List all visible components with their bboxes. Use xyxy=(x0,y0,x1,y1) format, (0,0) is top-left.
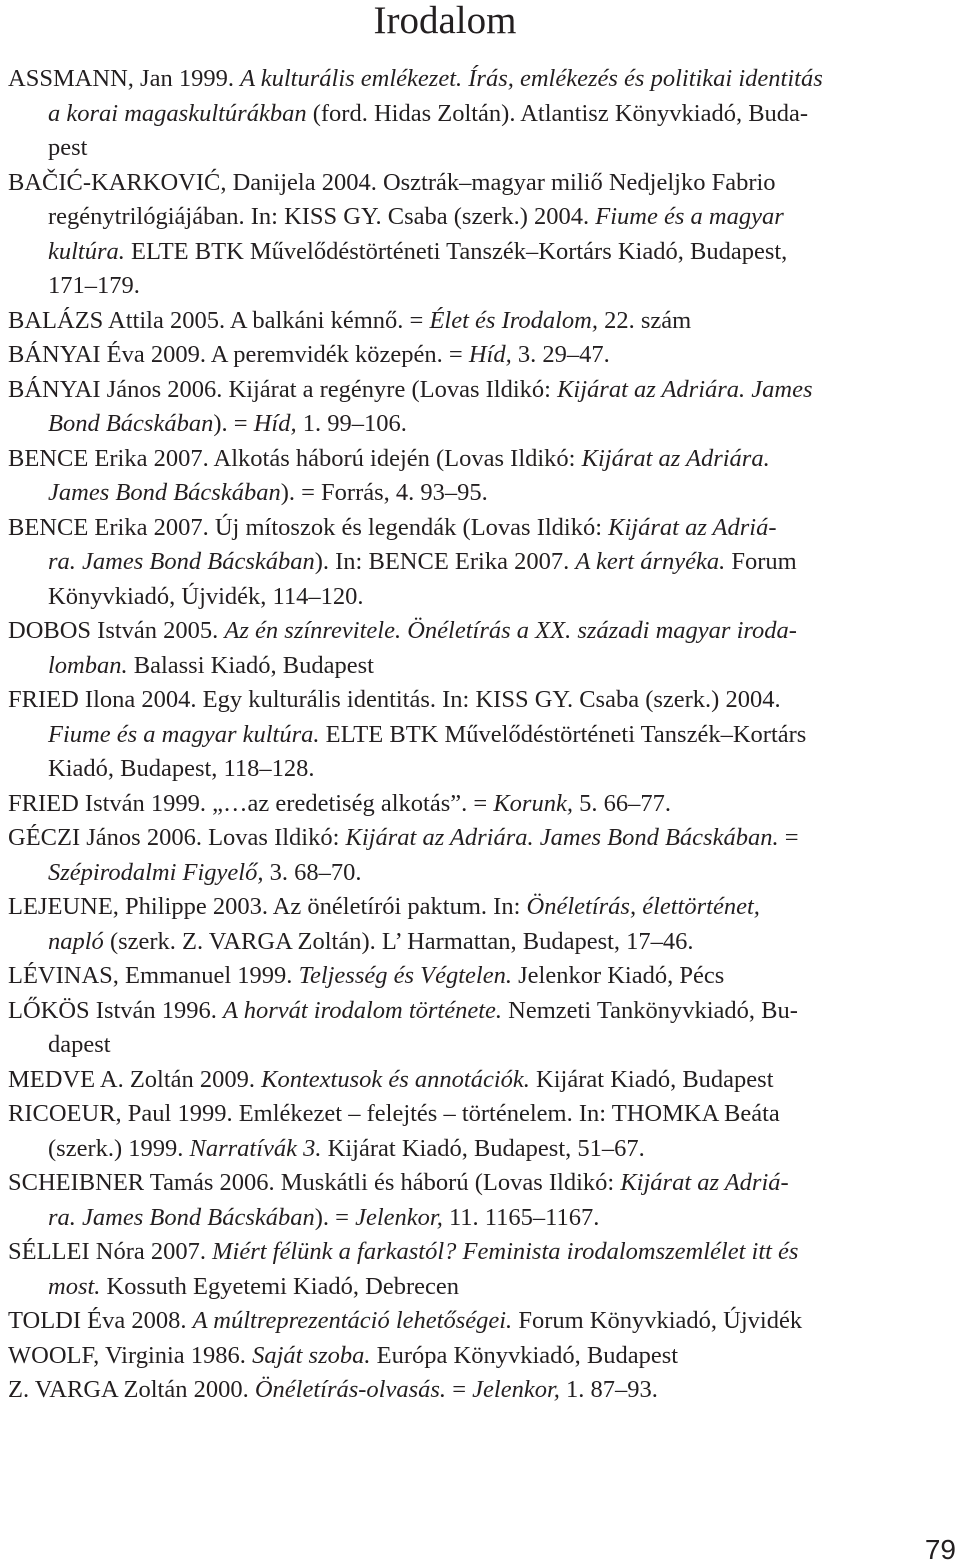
reference-text: Kijárat Kiadó, Budapest, 51–67. xyxy=(321,1134,645,1162)
reference-text: Z. VARGA Zoltán 2000. xyxy=(8,1376,255,1403)
reference-italic-text: Kijárat az Adriára. xyxy=(581,444,770,472)
reference-text: BENCE Erika 2007. Új mítoszok és legendák (Lovas Ildikó: xyxy=(8,513,609,541)
reference-italic-text: A kulturális emlékezet. Írás, emlékezés és politikai identitás xyxy=(240,65,823,92)
reference-line xyxy=(8,511,889,546)
reference-line xyxy=(8,856,889,891)
reference-italic-text: Bond Bácskában xyxy=(48,410,214,437)
reference-italic-text: Élet és Irodalom, xyxy=(429,306,598,334)
reference-text: ). In: BENCE Erika 2007. xyxy=(314,548,576,575)
reference-line xyxy=(8,269,889,304)
reference-text: SÉLLEI Nóra 2007. xyxy=(8,1238,213,1265)
reference-italic-text: Önéletírás-olvasás. xyxy=(254,1376,447,1403)
reference-line xyxy=(8,373,889,408)
reference-text: (szerk. Z. VARGA Zoltán). L’ Harmattan, Budapest, 17–46. xyxy=(103,927,694,955)
reference-text: BÁNYAI Éva 2009. A peremvidék közepén. = xyxy=(8,341,469,368)
reference-italic-text: Szépirodalmi Figyelő, xyxy=(48,858,264,886)
reference-text: = xyxy=(446,1376,473,1403)
reference-line xyxy=(8,407,889,442)
reference-italic-text: A múltreprezentáció lehetőségei. xyxy=(192,1307,513,1334)
reference-line xyxy=(8,1339,889,1374)
page-title: Irodalom xyxy=(373,0,517,42)
reference-italic-text: Teljesség és Végtelen. xyxy=(298,962,512,989)
reference-line xyxy=(8,442,889,477)
reference-line xyxy=(8,62,889,97)
reference-text: Jelenkor Kiadó, Pécs xyxy=(511,962,725,989)
reference-italic-text: Az én színrevitele. Önéletírás a XX. századi magyar iroda- xyxy=(224,617,797,644)
reference-text: BALÁZS Attila 2005. A balkáni kémnő. = xyxy=(8,306,430,334)
reference-italic-text: ra. James Bond Bácskában xyxy=(48,1203,315,1231)
reference-line xyxy=(8,752,889,787)
reference-italic-text: napló xyxy=(48,927,104,955)
reference-line xyxy=(8,200,889,235)
reference-text: ELTE BTK Művelődéstörténeti Tanszék–Kortárs xyxy=(319,720,807,748)
reference-line xyxy=(8,890,889,925)
reference-line xyxy=(8,925,889,960)
reference-line xyxy=(8,821,889,856)
reference-italic-text: A kert árnyéka. xyxy=(575,548,726,575)
reference-text: Kiadó, Budapest, 118–128. xyxy=(48,755,315,782)
reference-text: FRIED István 1999. „…az eredetiség alkotás”. = xyxy=(8,789,494,817)
reference-text: SCHEIBNER Tamás 2006. Muskátli és háború (Lovas Ildikó: xyxy=(8,1169,621,1196)
reference-line xyxy=(8,1373,889,1408)
reference-text: WOOLF, Virginia 1986. xyxy=(8,1341,253,1369)
reference-text: 3. 68–70. xyxy=(263,858,362,886)
reference-italic-text: Korunk, xyxy=(493,789,573,817)
reference-italic-text: Kontextusok és annotációk. xyxy=(261,1065,530,1093)
reference-line xyxy=(8,787,889,822)
reference-text: (szerk.) 1999. xyxy=(48,1134,190,1162)
reference-line xyxy=(8,338,889,373)
reference-italic-text: lomban. xyxy=(48,651,128,679)
reference-line xyxy=(8,476,889,511)
reference-line xyxy=(8,1063,889,1098)
reference-text: ). = Forrás, 4. 93–95. xyxy=(280,479,488,506)
reference-text: pest xyxy=(48,134,88,161)
reference-text: 3. 29–47. xyxy=(511,341,610,368)
reference-text: FRIED Ilona 2004. Egy kulturális identitás. In: KISS GY. Csaba (szerk.) 2004. xyxy=(8,686,781,713)
reference-text: 5. 66–77. xyxy=(572,789,671,817)
reference-line xyxy=(8,580,889,615)
reference-line xyxy=(8,1201,889,1236)
reference-text: 1. 87–93. xyxy=(559,1376,658,1403)
reference-text: Európa Könyvkiadó, Budapest xyxy=(370,1341,679,1369)
reference-text: ELTE BTK Művelődéstörténeti Tanszék–Kortárs Kiadó, Budapest, xyxy=(124,237,788,265)
reference-text: TOLDI Éva 2008. xyxy=(8,1307,193,1334)
reference-line xyxy=(8,683,889,718)
reference-line xyxy=(8,959,889,994)
reference-line xyxy=(8,649,889,684)
reference-italic-text: Fiume és a magyar kultúra. xyxy=(48,720,320,748)
reference-text: BAČIĆ-KARKOVIĆ, Danijela 2004. Osztrák–magyar miliő Nedjeljko Fabrio xyxy=(8,168,776,196)
reference-text: 1. 99–106. xyxy=(296,410,407,437)
reference-line xyxy=(8,1304,889,1339)
reference-italic-text: most. xyxy=(48,1272,101,1300)
reference-text: LEJEUNE, Philippe 2003. Az önéletírói paktum. In: xyxy=(8,893,527,920)
reference-text: MEDVE A. Zoltán 2009. xyxy=(8,1065,262,1093)
reference-text: LÉVINAS, Emmanuel 1999. xyxy=(8,962,299,989)
reference-text: (ford. Hidas Zoltán). Atlantisz Könyvkiadó, Buda- xyxy=(306,99,809,127)
reference-text: RICOEUR, Paul 1999. Emlékezet – felejtés – történelem. In: THOMKA Beáta xyxy=(8,1100,780,1127)
reference-line xyxy=(8,131,889,166)
reference-text: Balassi Kiadó, Budapest xyxy=(127,651,374,679)
reference-italic-text: A horvát irodalom története. xyxy=(223,996,503,1024)
reference-line xyxy=(8,1270,889,1305)
reference-italic-text: Híd, xyxy=(253,410,297,437)
reference-text: ). = xyxy=(213,410,254,437)
reference-line xyxy=(8,304,889,339)
reference-italic-text: Narratívák 3. xyxy=(189,1134,322,1162)
reference-italic-text: Fiume és a magyar xyxy=(595,203,784,230)
reference-text: 22. szám xyxy=(597,306,692,334)
reference-text: 11. 1165–1167. xyxy=(442,1203,600,1231)
reference-line xyxy=(8,994,889,1029)
reference-line xyxy=(8,1028,889,1063)
reference-text: = xyxy=(778,824,799,851)
reference-line xyxy=(8,166,889,201)
reference-line xyxy=(8,1166,889,1201)
reference-line xyxy=(8,1097,889,1132)
reference-line xyxy=(8,614,889,649)
reference-line xyxy=(8,97,889,132)
reference-text: dapest xyxy=(48,1031,111,1058)
reference-text: Forum xyxy=(725,548,797,575)
reference-text: BÁNYAI János 2006. Kijárat a regényre (Lovas Ildikó: xyxy=(8,375,558,403)
reference-italic-text: Kijárat az Adriára. James Bond Bácskában. xyxy=(345,824,779,851)
reference-text: Könyvkiadó, Újvidék, 114–120. xyxy=(48,582,364,610)
reference-text: BENCE Erika 2007. Alkotás háború idején (Lovas Ildikó: xyxy=(8,444,582,472)
reference-italic-text: James Bond Bácskában xyxy=(48,479,281,506)
reference-text: DOBOS István 2005. xyxy=(8,617,225,644)
bibliography-list xyxy=(8,62,889,1408)
reference-line xyxy=(8,545,889,580)
reference-italic-text: Híd, xyxy=(468,341,512,368)
reference-italic-text: kultúra. xyxy=(48,237,125,265)
reference-text: Kijárat Kiadó, Budapest xyxy=(529,1065,774,1093)
reference-text: 171–179. xyxy=(48,272,140,299)
reference-text: Nemzeti Tankönyvkiadó, Bu- xyxy=(502,996,798,1024)
reference-text: regénytrilógiájában. In: KISS GY. Csaba (szerk.) 2004. xyxy=(48,203,596,230)
reference-text: Kossuth Egyetemi Kiadó, Debrecen xyxy=(100,1272,459,1300)
reference-italic-text: a korai magaskultúrákban xyxy=(48,99,307,127)
reference-italic-text: Kijárat az Adriá- xyxy=(620,1169,789,1196)
reference-italic-text: ra. James Bond Bácskában xyxy=(48,548,315,575)
reference-text: ASSMANN, Jan 1999. xyxy=(8,65,241,92)
reference-text: LŐKÖS István 1996. xyxy=(8,996,224,1024)
reference-line xyxy=(8,235,889,270)
page-number: 79 xyxy=(924,1534,956,1565)
reference-italic-text: Saját szoba. xyxy=(252,1341,371,1369)
reference-line xyxy=(8,1235,889,1270)
reference-italic-text: Kijárat az Adriá- xyxy=(608,513,777,541)
reference-italic-text: Jelenkor, xyxy=(472,1376,560,1403)
reference-text: GÉCZI János 2006. Lovas Ildikó: xyxy=(8,824,346,851)
reference-italic-text: Kijárat az Adriára. James xyxy=(557,375,813,403)
reference-italic-text: Jelenkor, xyxy=(355,1203,443,1231)
reference-text: ). = xyxy=(314,1203,356,1231)
reference-line xyxy=(8,718,889,753)
reference-line xyxy=(8,1132,889,1167)
reference-text: Forum Könyvkiadó, Újvidék xyxy=(512,1307,803,1334)
reference-italic-text: Miért félünk a farkastól? Feminista irodalomszemlélet itt és xyxy=(212,1238,799,1265)
reference-italic-text: Önéletírás, élettörténet, xyxy=(526,893,760,920)
